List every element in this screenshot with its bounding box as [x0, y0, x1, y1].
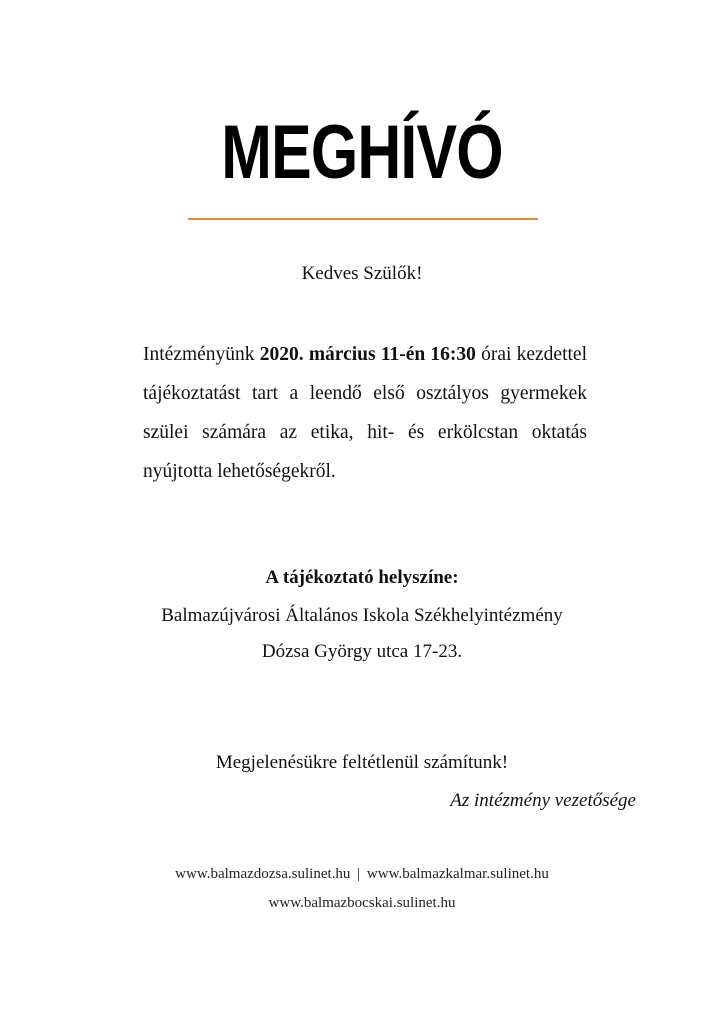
link-separator: |	[357, 866, 361, 882]
signature: Az intézmény vezetősége	[450, 790, 636, 811]
title-divider	[188, 218, 538, 220]
venue-heading: A tájékoztató helyszíne:	[265, 567, 459, 588]
website-link-kalmar[interactable]: www.balmazkalmar.sulinet.hu	[366, 866, 549, 882]
greeting: Kedves Szülők!	[301, 263, 423, 284]
website-link-bocskai[interactable]: www.balmazbocskai.sulinet.hu	[268, 895, 456, 911]
body-intro: Intézményünk	[143, 344, 260, 365]
event-date: 2020. március 11-én 16:30	[259, 344, 476, 365]
website-link-dozsa[interactable]: www.balmazdozsa.sulinet.hu	[175, 866, 351, 882]
venue-address: Dózsa György utca 17-23.	[261, 641, 463, 662]
closing-line: Megjelenésükre feltétlenül számítunk!	[215, 752, 509, 773]
website-link-bocskai-row	[0, 893, 724, 913]
website-links-row	[0, 864, 724, 884]
body-paragraph	[143, 335, 587, 491]
body-rest: órai kezdettel tájékoztatást tart a leendő első osztályos gyermekek szülei számára az etika, hit- és erkölcstan oktatás nyújtotta lehetőségekről.	[143, 344, 587, 482]
venue-name: Balmazújvárosi Általános Iskola Székhelyintézmény	[161, 605, 563, 626]
invitation-title: MEGHÍVÓ	[221, 110, 503, 195]
